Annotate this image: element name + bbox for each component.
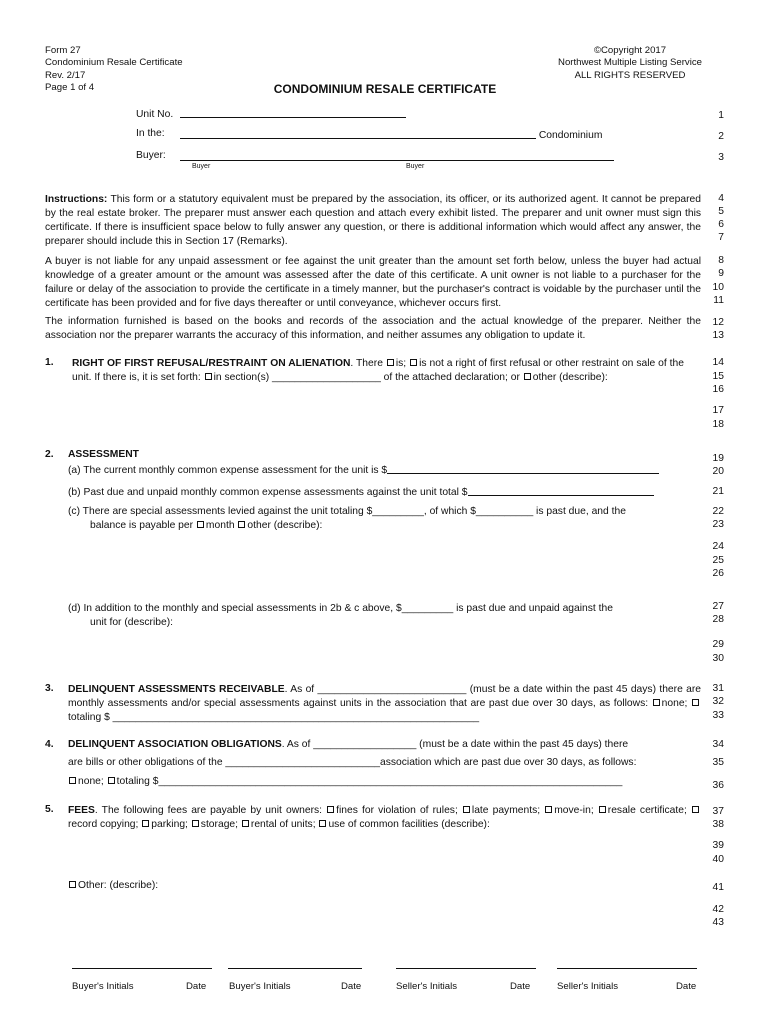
date-label-4: Date bbox=[676, 981, 697, 992]
line-number: 19 bbox=[712, 453, 724, 464]
section-2-title: ASSESSMENT bbox=[68, 449, 139, 460]
line-number: 21 bbox=[712, 486, 724, 497]
section-4-line3: none; totaling $_________________________________________________________________________________ bbox=[68, 776, 622, 787]
information-disclaimer-paragraph: The information furnished is based on the books and records of the association and the actual knowledge of the preparer. Neither the association nor the preparer warrants the accuracy of this information, and neither assumes any obligation to update it. bbox=[45, 316, 701, 341]
buyer-initials-label-2: Buyer's Initials bbox=[229, 981, 291, 992]
section-4-number: 4. bbox=[45, 739, 54, 750]
line-number: 43 bbox=[712, 917, 724, 928]
instructions-lead: Instructions: bbox=[45, 194, 108, 205]
section-2a: (a) The current monthly common expense assessment for the unit is $ bbox=[68, 463, 659, 476]
line-number: 17 bbox=[712, 405, 724, 416]
line-number: 15 bbox=[712, 371, 724, 382]
line-number: 1 bbox=[718, 110, 724, 121]
buyer-liability-paragraph: A buyer is not liable for any unpaid assessment or fee against the unit greater than the amount set forth below, unless the buyer had actual knowledge of a greater amount or the amount was assessed after the date of this certificate. A unit owner is not liable to a purchaser for the failure or delay of the association to provide the certificate in a timely manner, but the purchaser's contract is voidable by the purchaser until the certificate has been provided and for five days thereafter or until conveyance, whichever occurs first. bbox=[45, 256, 701, 309]
common-facilities-checkbox[interactable] bbox=[319, 820, 326, 827]
page-title: CONDOMINIUM RESALE CERTIFICATE bbox=[273, 82, 497, 96]
unit-field[interactable] bbox=[180, 107, 406, 118]
section-5-text: FEES. The following fees are payable by unit owners: fines for violation of rules; late payments; move-in; resale certificate; record copying; parking; storage; rental of units; use of common facilities (describe): bbox=[68, 804, 701, 832]
section-1-text: RIGHT OF FIRST REFUSAL/RESTRAINT ON ALIENATION. There is; is not a right of first refusal or other restraint on sale of the unit. If there is, it is set forth: in section(s) ___________________ of the attached declaration; or other (describe): bbox=[72, 358, 684, 383]
monthly-assessment-field[interactable] bbox=[387, 463, 659, 474]
buyer-initials-label-1: Buyer's Initials bbox=[72, 981, 134, 992]
other-fee-row: Other: (describe): bbox=[68, 880, 158, 891]
line-number: 9 bbox=[718, 268, 724, 279]
line-number: 23 bbox=[712, 519, 724, 530]
unit-label: Unit No. bbox=[136, 109, 174, 120]
form-header-right bbox=[558, 45, 702, 82]
buyer-field[interactable] bbox=[180, 150, 614, 161]
line-number: 6 bbox=[718, 219, 724, 230]
line-number: 29 bbox=[712, 639, 724, 650]
section-3-number: 3. bbox=[45, 683, 54, 694]
rights-reserved: ALL RIGHTS RESERVED bbox=[574, 69, 686, 81]
line-number: 31 bbox=[712, 683, 724, 694]
line-number: 2 bbox=[718, 131, 724, 142]
form-revision: Rev. 2/17 bbox=[45, 69, 86, 81]
section-2d-line2: unit for (describe): bbox=[90, 617, 173, 628]
buyer-sub-label-2: Buyer bbox=[406, 163, 425, 170]
line-number: 18 bbox=[712, 419, 724, 430]
section-2-number: 2. bbox=[45, 449, 54, 460]
form-number: Form 27 bbox=[45, 45, 81, 56]
rental-checkbox[interactable] bbox=[242, 820, 249, 827]
copyright: ©Copyright 2017 bbox=[593, 45, 667, 56]
form-name: Condominium Resale Certificate bbox=[45, 57, 183, 69]
line-number: 27 bbox=[712, 601, 724, 612]
other-describe-checkbox[interactable] bbox=[524, 373, 531, 380]
section-4-title: DELINQUENT ASSOCIATION OBLIGATIONS bbox=[68, 739, 282, 750]
line-number: 33 bbox=[712, 710, 724, 721]
line-number: 25 bbox=[712, 555, 724, 566]
line-number: 14 bbox=[712, 357, 724, 368]
line-number: 11 bbox=[713, 295, 724, 306]
section-4-line1: DELINQUENT ASSOCIATION OBLIGATIONS. As of __________________ (must be a date within the past 45 days) there bbox=[68, 739, 629, 750]
none-checkbox[interactable] bbox=[69, 777, 76, 784]
buyer-field-row bbox=[180, 150, 614, 163]
line-number: 20 bbox=[712, 466, 724, 477]
section-3-title: DELINQUENT ASSESSMENTS RECEIVABLE bbox=[68, 684, 285, 695]
section-2b: (b) Past due and unpaid monthly common expense assessments against the unit total $ bbox=[68, 485, 654, 498]
none-checkbox[interactable] bbox=[653, 699, 660, 706]
other-fee-checkbox[interactable] bbox=[69, 881, 76, 888]
section-5-title: FEES bbox=[68, 805, 95, 816]
late-payments-checkbox[interactable] bbox=[463, 806, 470, 813]
buyer-initials-line-2[interactable] bbox=[228, 968, 362, 969]
organization: Northwest Multiple Listing Service bbox=[558, 57, 702, 69]
line-number: 42 bbox=[712, 904, 724, 915]
seller-initials-line-1[interactable] bbox=[396, 968, 536, 969]
line-number: 36 bbox=[712, 780, 724, 791]
section-2c-line2: balance is payable per month other (describe): bbox=[90, 520, 323, 531]
line-number: 34 bbox=[712, 739, 724, 750]
date-label-3: Date bbox=[510, 981, 531, 992]
in-the-row bbox=[136, 128, 165, 139]
section-3-text: DELINQUENT ASSESSMENTS RECEIVABLE. As of __________________________ (must be a date within the past 45 days) there are monthly assessments and/or special assessments against units in the association that are past due over 30 days, as follows: none; totaling $ ________________________________________________________________ bbox=[68, 684, 702, 723]
buyer-label: Buyer: bbox=[136, 150, 166, 161]
buyer-sub-label-1: Buyer bbox=[192, 163, 211, 170]
line-number: 35 bbox=[712, 757, 724, 768]
line-number: 40 bbox=[712, 854, 724, 865]
line-number: 13 bbox=[712, 330, 724, 341]
section-2d-line1: (d) In addition to the monthly and special assessments in 2b & c above, $_________ is past due and unpaid against the bbox=[68, 603, 613, 614]
seller-initials-line-2[interactable] bbox=[557, 968, 697, 969]
other-checkbox[interactable] bbox=[238, 521, 245, 528]
line-number: 28 bbox=[712, 614, 724, 625]
line-number: 26 bbox=[712, 568, 724, 579]
line-number: 10 bbox=[712, 282, 724, 293]
line-number: 8 bbox=[718, 255, 724, 266]
condominium-name-field[interactable] bbox=[180, 128, 536, 139]
section-1-title: RIGHT OF FIRST REFUSAL/RESTRAINT ON ALIENATION bbox=[72, 358, 351, 369]
instructions-paragraph bbox=[45, 193, 701, 249]
buyer-row bbox=[136, 150, 166, 161]
line-number: 7 bbox=[718, 232, 724, 243]
section-1-number: 1. bbox=[45, 357, 54, 368]
in-the-label: In the: bbox=[136, 128, 165, 139]
fines-checkbox[interactable] bbox=[327, 806, 334, 813]
seller-initials-label-1: Seller's Initials bbox=[396, 981, 458, 992]
line-number: 30 bbox=[712, 653, 724, 664]
line-number: 4 bbox=[718, 193, 724, 204]
condo-row bbox=[180, 128, 602, 141]
line-number: 16 bbox=[712, 384, 724, 395]
page-indicator: Page 1 of 4 bbox=[45, 81, 95, 93]
condominium-suffix: Condominium bbox=[538, 130, 603, 141]
line-number: 37 bbox=[712, 806, 724, 817]
resale-certificate-checkbox[interactable] bbox=[599, 806, 606, 813]
buyer-initials-line-1[interactable] bbox=[72, 968, 212, 969]
record-copying-checkbox[interactable] bbox=[692, 806, 699, 813]
is-checkbox[interactable] bbox=[387, 359, 394, 366]
line-number: 5 bbox=[718, 206, 724, 217]
in-sections-checkbox[interactable] bbox=[205, 373, 212, 380]
parking-checkbox[interactable] bbox=[142, 820, 149, 827]
date-label-2: Date bbox=[341, 981, 362, 992]
line-number: 39 bbox=[712, 840, 724, 851]
line-number: 41 bbox=[712, 882, 724, 893]
totaling-checkbox[interactable] bbox=[692, 699, 699, 706]
date-label-1: Date bbox=[186, 981, 207, 992]
line-number: 22 bbox=[712, 506, 724, 517]
past-due-field[interactable] bbox=[468, 485, 654, 496]
month-checkbox[interactable] bbox=[197, 521, 204, 528]
instructions-text: This form or a statutory equivalent must be prepared by the association, its officer, or its authorized agent. It cannot be prepared by the real estate broker. The preparer must answer each question and attach every exhibit listed. The preparer and unit owner must sign this certificate. If there is insufficient space below to fully answer any question, or there is additional information which would affect any answer, the preparer should include this in Section 17 (Remarks). bbox=[45, 194, 701, 247]
seller-initials-label-2: Seller's Initials bbox=[557, 981, 619, 992]
unit-row bbox=[136, 107, 406, 120]
line-number: 38 bbox=[712, 819, 724, 830]
is-not-checkbox[interactable] bbox=[410, 359, 417, 366]
line-number: 12 bbox=[712, 317, 724, 328]
line-number: 32 bbox=[712, 696, 724, 707]
totaling-checkbox[interactable] bbox=[108, 777, 115, 784]
section-4-line2: are bills or other obligations of the ___________________________association which are past due over 30 days, as follows: bbox=[68, 757, 637, 768]
storage-checkbox[interactable] bbox=[192, 820, 199, 827]
move-in-checkbox[interactable] bbox=[545, 806, 552, 813]
line-number: 3 bbox=[718, 152, 724, 163]
line-number: 24 bbox=[712, 541, 724, 552]
section-2c-line1: (c) There are special assessments levied against the unit totaling $_________, of which $__________ is past due, and the bbox=[68, 506, 626, 517]
section-5-number: 5. bbox=[45, 804, 54, 815]
